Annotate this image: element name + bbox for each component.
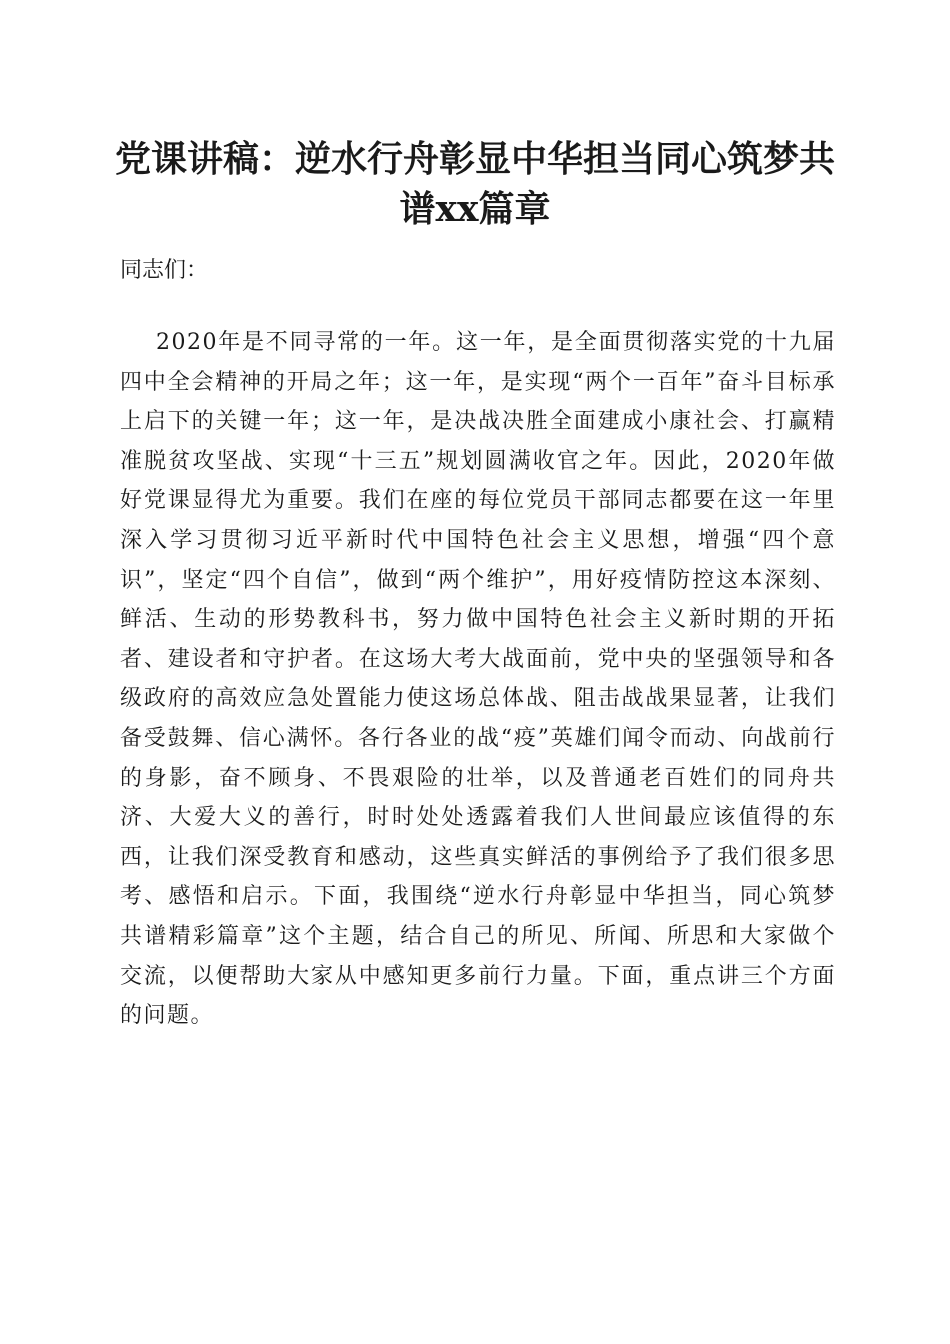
document-title: 党课讲稿：逆水行舟彰显中华担当同心筑梦共谱xx篇章 <box>114 138 835 230</box>
salutation: 同志们： <box>120 258 209 283</box>
body-paragraph: 2020年是不同寻常的一年。这一年，是全面贯彻落实党的十九届四中全会精神的开局之年；这一年，是实现“两个一百年”奋斗目标承上启下的关键一年；这一年，是决战决胜全面建成小康社会、打赢精准脱贫攻坚战、实现“十三五”规划圆满收官之年。因此，2020年做好党课显得尤为重要。我们在座的每位党员干部同志都要在这一年里深入学习贯彻习近平新时代中国特色社会主义思想，增强“四个意识”，坚定“四个自信”，做到“两个维护”，用好疫情防控这本深刻、鲜活、生动的形势教科书，努力做中国特色社会主义新时期的开拓者、建设者和守护者。在这场大考大战面前，党中央的坚强领导和各级政府的高效应急处置能力使这场总体战、阻击战战果显著，让我们备受鼓舞、信心满怀。各行各业的战“疫”英雄们闻令而动、向战前行的身影，奋不顾身、不畏艰险的壮举，以及普通老百姓们的同舟共济、大爱大义的善行，时时处处透露着我们人世间最应该值得的东西，让我们深受教育和感动，这些真实鲜活的事例给予了我们很多思考、感悟和启示。下面，我围绕“逆水行舟彰显中华担当，同心筑梦共谱精彩篇章”这个主题，结合自己的所见、所闻、所思和大家做个交流，以便帮助大家从中感知更多前行力量。下面，重点讲三个方面的问题。 <box>120 330 836 1029</box>
